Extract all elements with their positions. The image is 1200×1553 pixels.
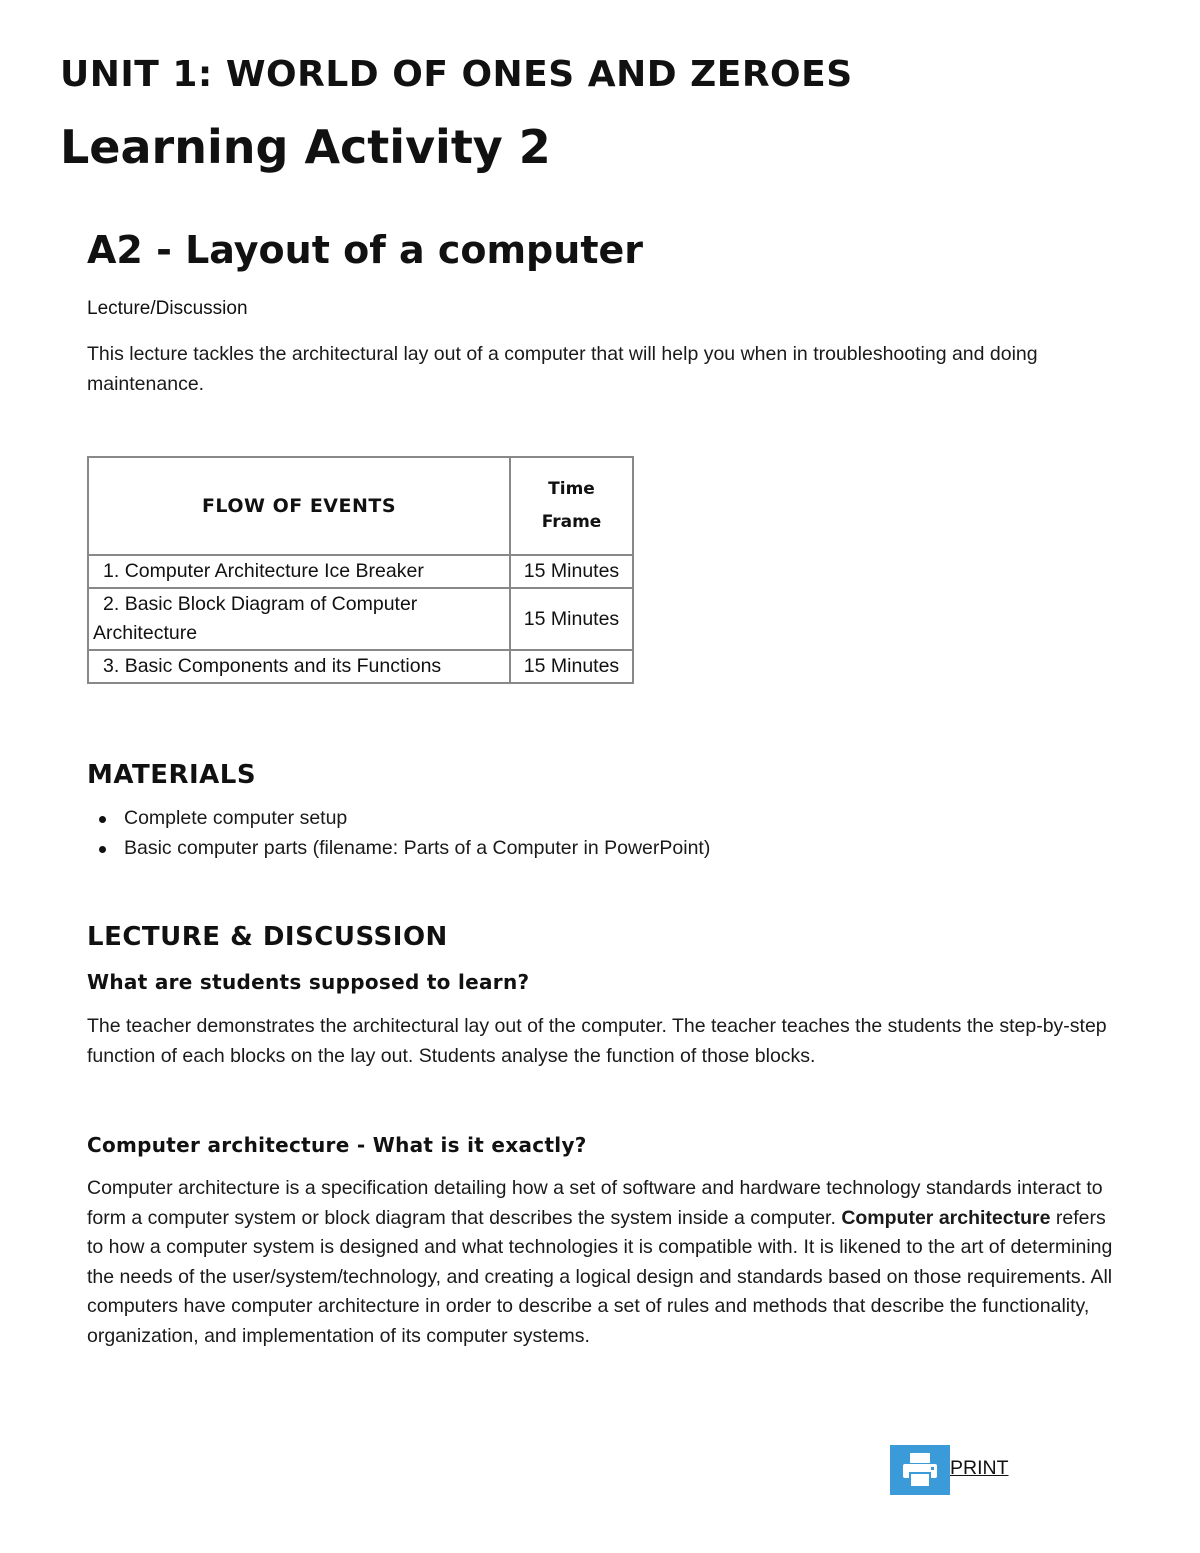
unit-title: UNIT 1: WORLD OF ONES AND ZEROES: [60, 54, 853, 95]
lecture-heading: LECTURE & DISCUSSION: [87, 922, 448, 952]
print-label[interactable]: PRINT: [950, 1457, 1009, 1479]
event-number: 1.: [103, 560, 120, 582]
flow-of-events-header: FLOW OF EVENTS: [88, 457, 510, 555]
time-cell: 15 Minutes: [510, 555, 633, 588]
time-cell: 15 Minutes: [510, 588, 633, 650]
architecture-text-bold: Computer architecture: [841, 1206, 1051, 1229]
list-item: [87, 834, 710, 864]
architecture-paragraph: [87, 1174, 1117, 1351]
section-title: A2 - Layout of a computer: [87, 228, 643, 272]
table-header-row: [88, 457, 633, 555]
time-frame-header: [510, 457, 633, 555]
printer-icon[interactable]: [890, 1445, 950, 1495]
print-link[interactable]: [890, 1445, 1009, 1495]
event-text-line2: Architecture: [93, 622, 198, 644]
material-text: Complete computer setup: [124, 807, 348, 829]
materials-heading: MATERIALS: [87, 760, 257, 790]
event-cell: [88, 650, 510, 683]
list-item: [87, 804, 710, 834]
architecture-text-1: Computer architecture is a specification detailing how a set of software and hardware technology standards interact to form a computer system or block diagram that describes the system inside a computer.: [87, 1177, 1103, 1229]
architecture-text-2: refers to how a computer system is designed and what technologies it is compatible with. It is likened to the art of determining the needs of the user/system/technology, and creating a logical design and standards based on those requirements. All computers have computer architecture in order to describe a set of rules and methods that describe the functionality, organization, and implementation of its computer systems.: [87, 1206, 1113, 1347]
learn-heading: What are students supposed to learn?: [87, 970, 530, 994]
table-row: [88, 650, 633, 683]
event-text: Basic Components and its Functions: [124, 655, 442, 677]
activity-type-label: Lecture/Discussion: [87, 298, 248, 319]
intro-paragraph: This lecture tackles the architectural lay out of a computer that will help you when in troubleshooting and doing maintenance.: [87, 343, 1038, 395]
material-text: Basic computer parts (filename: Parts of a Computer in PowerPoint): [124, 836, 711, 859]
table-row: [88, 588, 633, 650]
activity-title: Learning Activity 2: [60, 120, 551, 174]
bullet-icon: [99, 816, 106, 823]
event-cell: [88, 588, 510, 650]
bullet-icon: [99, 846, 106, 853]
event-number: 3.: [103, 655, 120, 677]
time-frame-header-line1: Time: [548, 479, 595, 499]
event-cell: [88, 555, 510, 588]
event-number: 2.: [103, 593, 120, 615]
event-text-line1: Basic Block Diagram of Computer: [124, 593, 418, 615]
table-row: [88, 555, 633, 588]
architecture-heading: Computer architecture - What is it exactly?: [87, 1133, 587, 1157]
materials-list: [87, 804, 710, 863]
event-text: Computer Architecture Ice Breaker: [124, 560, 424, 582]
flow-of-events-table: [87, 456, 634, 684]
time-cell: 15 Minutes: [510, 650, 633, 683]
time-frame-header-line2: Frame: [541, 512, 602, 532]
learn-paragraph: The teacher demonstrates the architectural lay out of the computer. The teacher teaches the students the step-by-step function of each blocks on the lay out. Students analyse the function of those blocks.: [87, 1015, 1107, 1067]
